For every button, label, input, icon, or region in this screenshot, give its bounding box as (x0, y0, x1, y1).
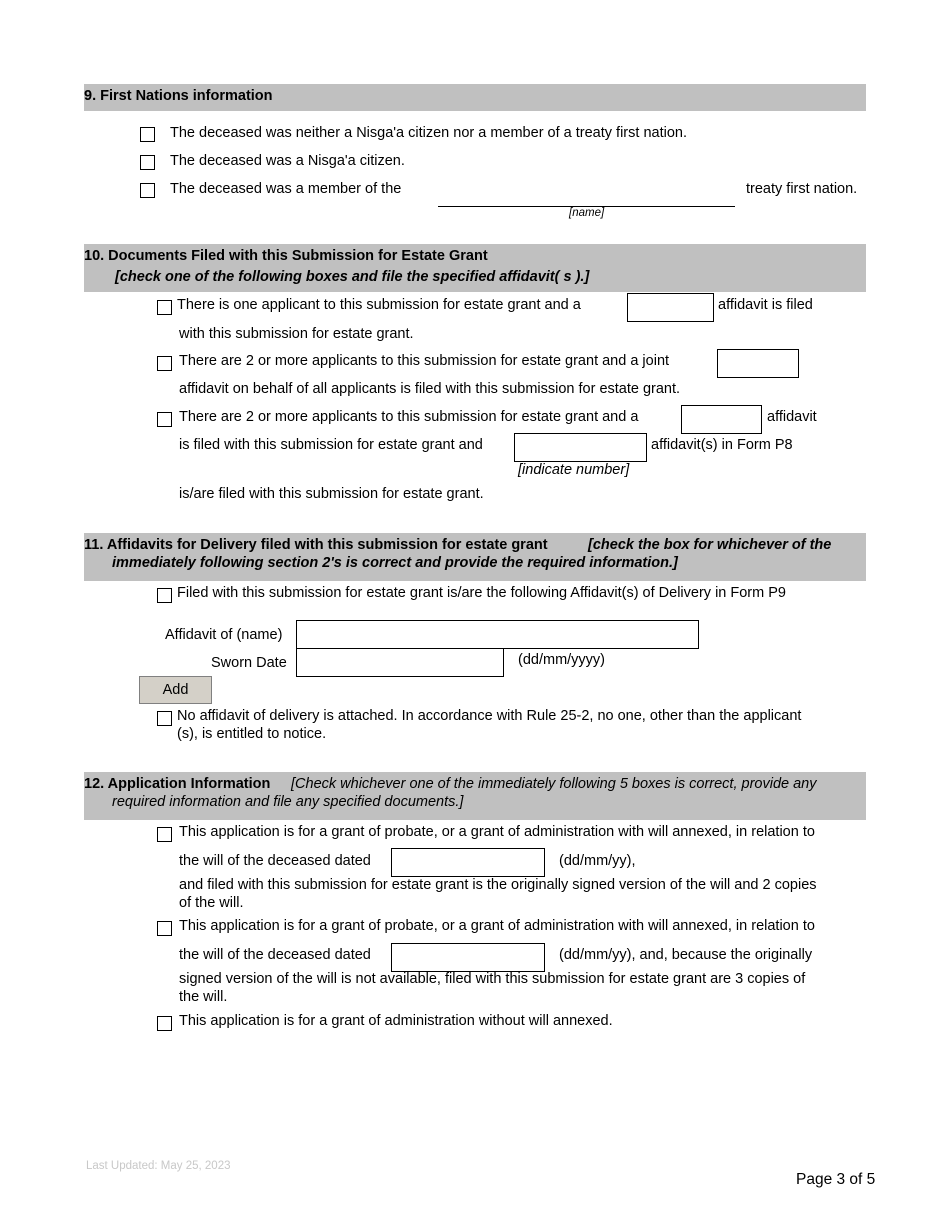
section-11-instruction-2: immediately following section 2's is correct and provide the required information.] (112, 555, 678, 571)
one-applicant-affidavit-input[interactable] (627, 293, 714, 322)
probate-copies-line3: signed version of the will is not available, filed with this submission for estate grant are 3 copies of (179, 971, 806, 987)
name-caption: [name] (569, 207, 605, 219)
option-not-nisgaa-label: The deceased was neither a Nisga'a citizen nor a member of a treaty first nation. (170, 125, 687, 141)
multiple-applicants-line3: is/are filed with this submission for estate grant. (179, 486, 484, 502)
treaty-name-field[interactable] (438, 186, 735, 207)
section-10-title: 10. Documents Filed with this Submission for Estate Grant (84, 248, 488, 264)
sworn-date-format-hint: (dd/mm/yyyy) (518, 652, 605, 668)
probate-original-label: This application is for a grant of probate, or a grant of administration with will annexed, in relation to (179, 824, 815, 840)
affidavit-of-name-input[interactable] (296, 620, 699, 649)
section-10-subtitle: [check one of the following boxes and file the specified affidavit( s ).] (115, 269, 590, 285)
one-applicant-suffix: affidavit is filed (718, 297, 813, 313)
checkbox-multiple-applicants[interactable] (157, 412, 172, 427)
checkbox-probate-original[interactable] (157, 827, 172, 842)
will-date-format-1: (dd/mm/yy), (559, 853, 636, 869)
sworn-date-label: Sworn Date (211, 655, 287, 671)
section-11-title: 11. Affidavits for Delivery filed with this submission for estate grant (84, 537, 548, 553)
option-nisgaa-label: The deceased was a Nisga'a citizen. (170, 153, 405, 169)
affidavit-of-name-label: Affidavit of (name) (165, 627, 283, 643)
section-12-header (84, 772, 866, 820)
one-applicant-label: There is one applicant to this submission for estate grant and a (177, 297, 581, 313)
indicate-number-caption: [indicate number] (518, 462, 630, 478)
section-12-instruction-1: [Check whichever one of the immediately following 5 boxes is correct, provide any (291, 776, 817, 792)
last-updated: Last Updated: May 25, 2023 (86, 1160, 231, 1172)
section-12-title: 12. Application Information (84, 776, 271, 792)
probate-copies-line2: the will of the deceased dated (179, 947, 371, 963)
checkbox-administration-no-will[interactable] (157, 1016, 172, 1031)
option-treaty-label: The deceased was a member of the (170, 181, 402, 197)
section-9-title: 9. First Nations information (84, 88, 273, 104)
multiple-applicants-label: There are 2 or more applicants to this submission for estate grant and a (179, 409, 639, 425)
probate-original-line2: the will of the deceased dated (179, 853, 371, 869)
multiple-applicants-suffix: affidavit (767, 409, 817, 425)
probate-copies-label: This application is for a grant of probate, or a grant of administration with will annexed, in relation to (179, 918, 815, 934)
no-affidavit-line2: (s), is entitled to notice. (177, 726, 327, 742)
joint-applicants-line2: affidavit on behalf of all applicants is filed with this submission for estate grant. (179, 381, 681, 397)
form-p8-label: affidavit(s) in Form P8 (651, 437, 793, 453)
no-affidavit-label: No affidavit of delivery is attached. In accordance with Rule 25-2, no one, other than the applicant (177, 708, 802, 724)
checkbox-nisgaa-citizen[interactable] (140, 155, 155, 170)
checkbox-treaty-member[interactable] (140, 183, 155, 198)
joint-applicants-label: There are 2 or more applicants to this submission for estate grant and a joint (179, 353, 670, 369)
checkbox-not-nisgaa[interactable] (140, 127, 155, 142)
will-date-format-2: (dd/mm/yy), and, because the originally (559, 947, 813, 963)
section-11-header (84, 533, 866, 581)
sworn-date-input[interactable] (296, 648, 504, 677)
checkbox-probate-copies[interactable] (157, 921, 172, 936)
section-12-instruction-2: required information and file any specified documents.] (112, 794, 464, 810)
section-10-header (84, 244, 866, 292)
will-date-input-1[interactable] (391, 848, 545, 877)
probate-original-line4: of the will. (179, 895, 244, 911)
administration-no-will-label: This application is for a grant of administration without will annexed. (179, 1013, 613, 1029)
will-date-input-2[interactable] (391, 943, 545, 972)
section-9-header (84, 84, 866, 111)
form-p8-count-input[interactable] (514, 433, 647, 462)
checkbox-affidavits-filed[interactable] (157, 588, 172, 603)
page-number: Page 3 of 5 (796, 1171, 876, 1188)
probate-original-line3: and filed with this submission for estate grant is the originally signed version of the will and 2 copies (179, 877, 817, 893)
checkbox-joint-applicants[interactable] (157, 356, 172, 371)
checkbox-no-affidavit[interactable] (157, 711, 172, 726)
multiple-applicants-line2: is filed with this submission for estate grant and (179, 437, 483, 453)
add-affidavit-button[interactable]: Add (139, 676, 212, 704)
multiple-affidavit-input[interactable] (681, 405, 762, 434)
treaty-suffix-label: treaty first nation. (746, 181, 858, 197)
section-11-instruction-1: [check the box for whichever of the (588, 537, 832, 553)
affidavits-filed-label: Filed with this submission for estate grant is/are the following Affidavit(s) of Delivery in Form P9 (177, 585, 786, 601)
one-applicant-line2: with this submission for estate grant. (179, 326, 414, 342)
joint-affidavit-input[interactable] (717, 349, 799, 378)
checkbox-one-applicant[interactable] (157, 300, 172, 315)
probate-copies-line4: the will. (179, 989, 228, 1005)
